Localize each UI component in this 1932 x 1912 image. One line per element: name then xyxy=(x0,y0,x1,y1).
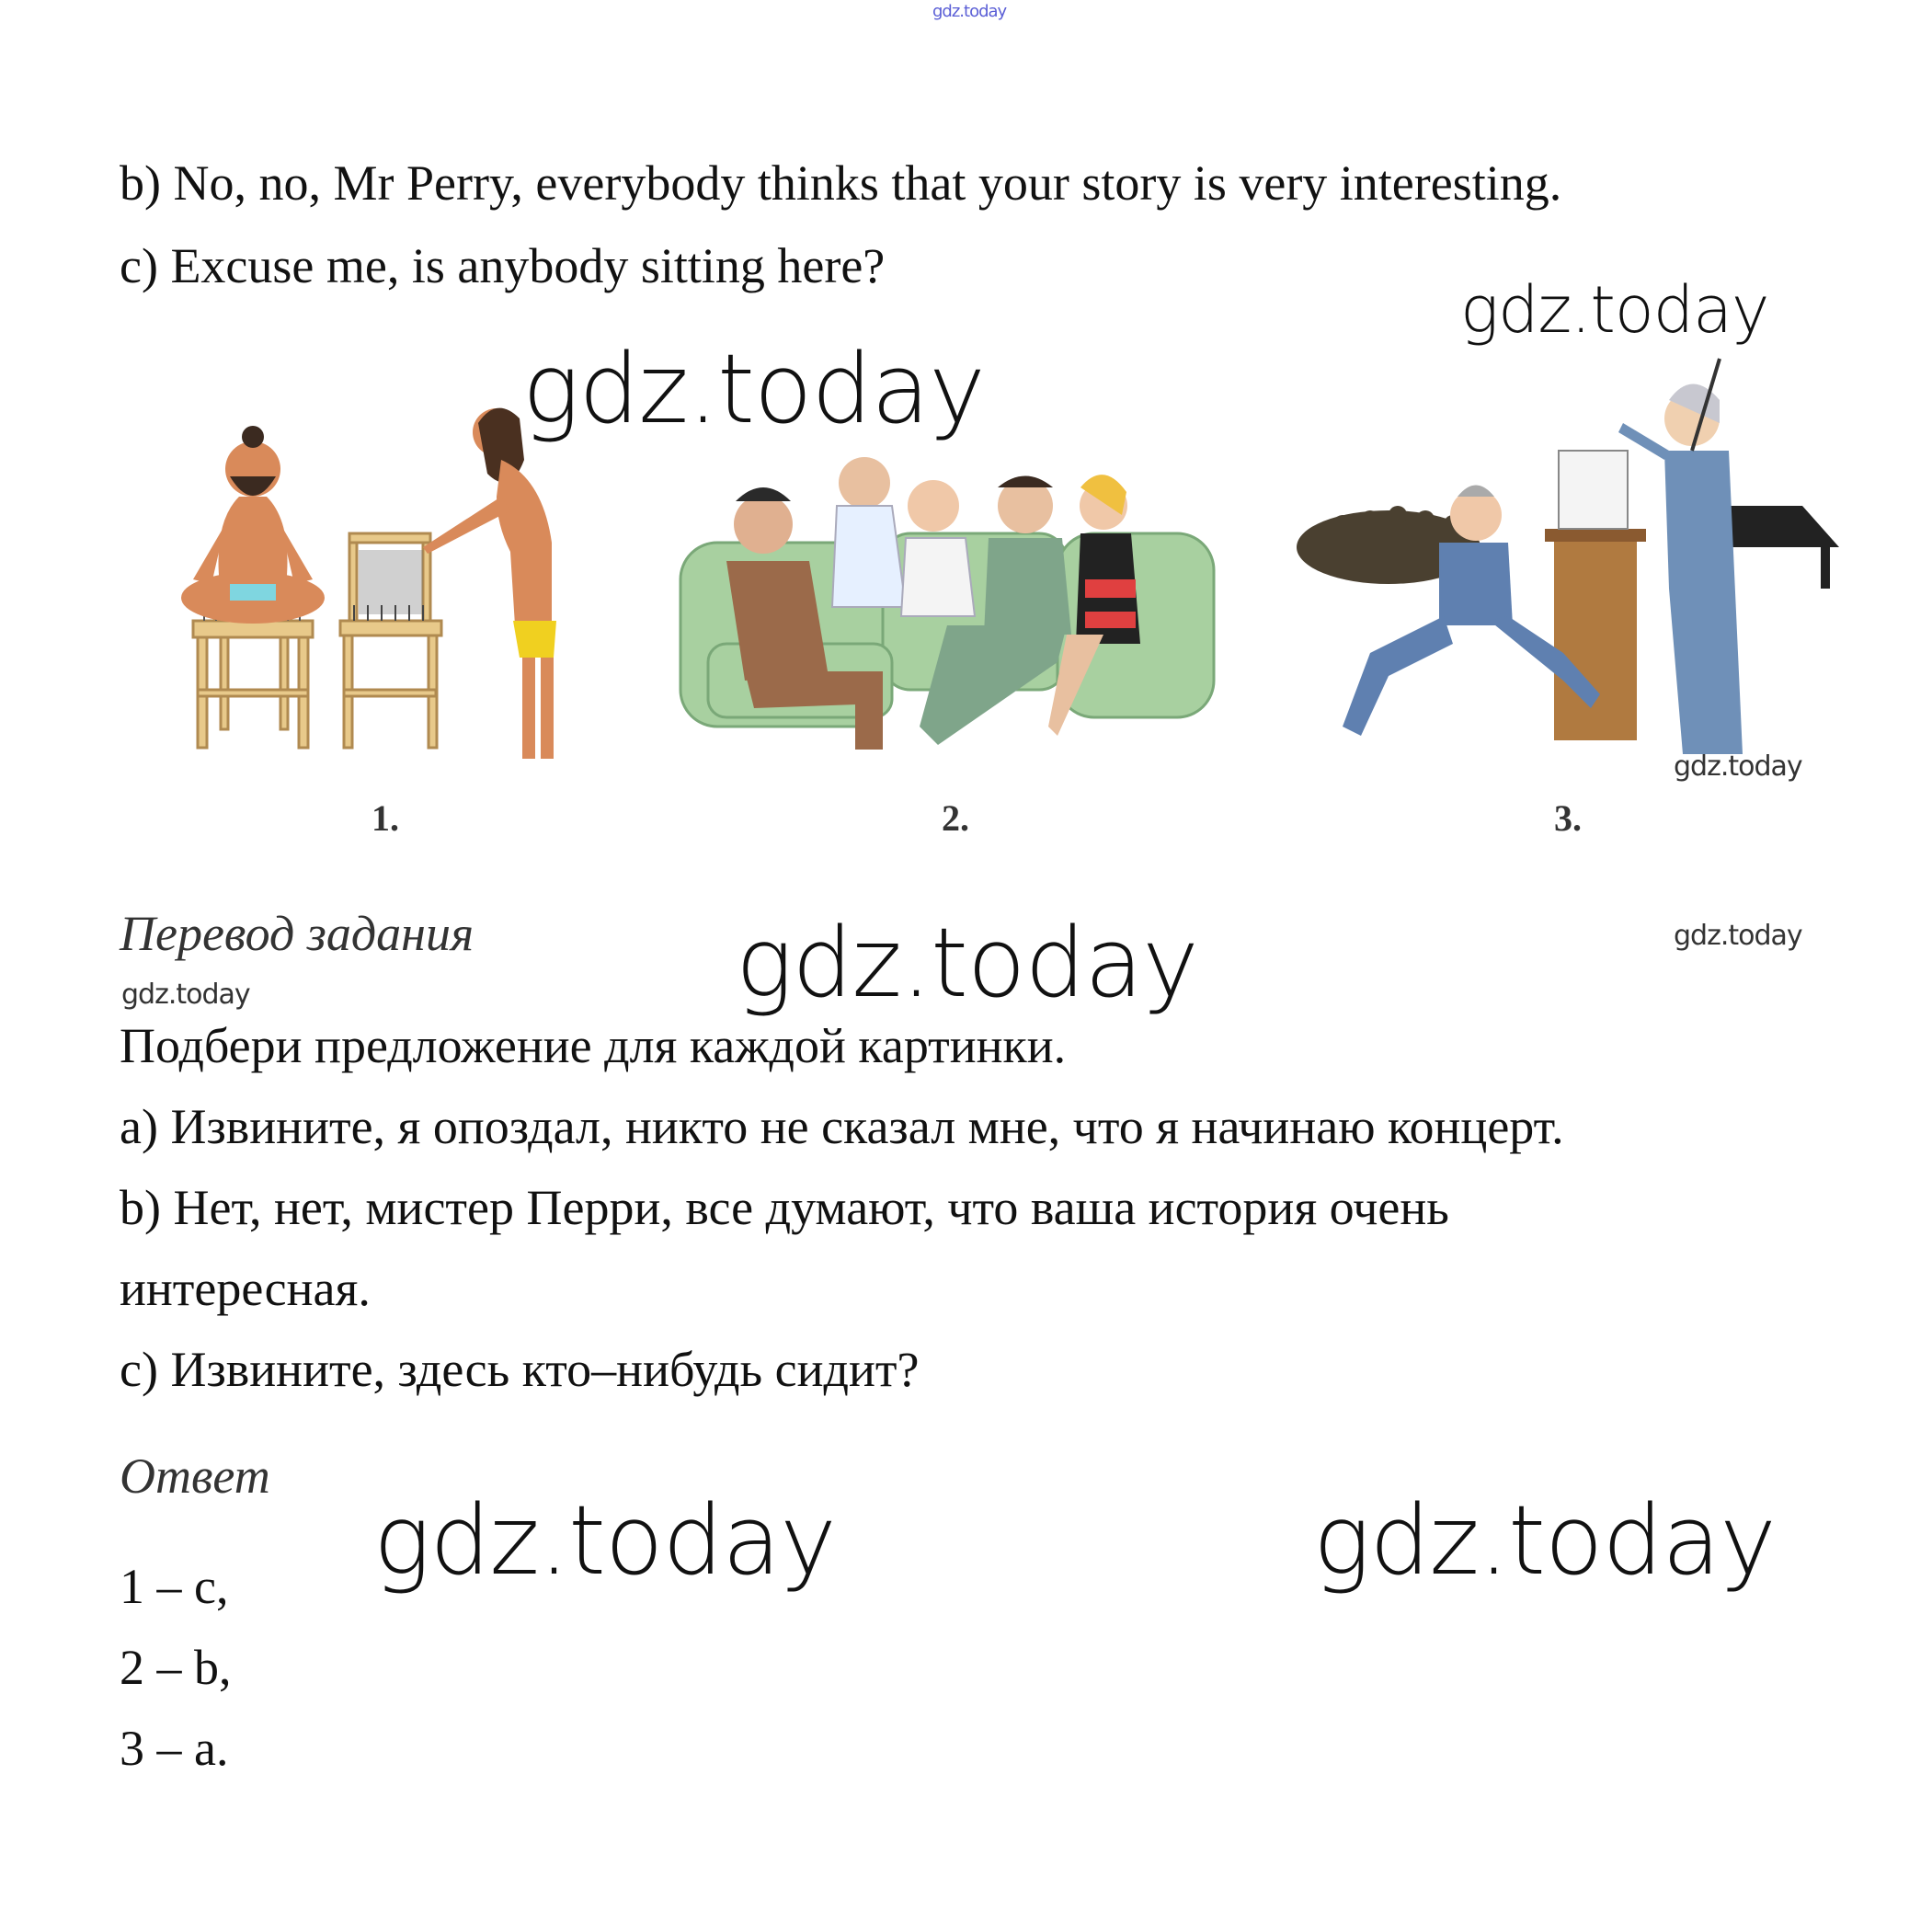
translation-task: Подбери предложение для каждой картинки. xyxy=(120,1018,1067,1073)
illustration-yogis xyxy=(147,395,625,763)
illustration-sofa-group xyxy=(671,451,1223,763)
answer-heading: Ответ xyxy=(120,1448,270,1504)
illustration-conductor xyxy=(1287,349,1867,773)
yogi-sitting xyxy=(181,426,325,624)
watermark: gdz.today xyxy=(373,1484,836,1597)
figure-number-3: 3. xyxy=(1554,797,1582,839)
translation-line-c: c) Извините, здесь кто–нибудь сидит? xyxy=(120,1342,920,1397)
watermark: gdz.today xyxy=(1313,1484,1776,1597)
watermark: gdz.today xyxy=(1674,750,1802,783)
watermark: gdz.today xyxy=(736,907,1198,1019)
yogi-standing xyxy=(423,408,556,759)
answer-item-1: 1 – c, xyxy=(120,1559,229,1614)
watermark: gdz.today xyxy=(121,979,250,1011)
answer-item-2: 2 – b, xyxy=(120,1640,232,1695)
figure-number-1: 1. xyxy=(372,797,399,839)
chair-left xyxy=(193,621,313,748)
answer-item-3: 3 – a. xyxy=(120,1721,229,1776)
watermark: gdz.today xyxy=(1460,272,1769,348)
watermark: gdz.today xyxy=(522,333,985,445)
man-balding xyxy=(901,480,975,616)
watermark: gdz.today xyxy=(1674,920,1802,952)
translation-heading: Перевод задания xyxy=(120,906,474,961)
woman-white xyxy=(832,457,906,607)
conductor-figure xyxy=(1618,359,1743,754)
translation-line-b-continued: интересная. xyxy=(120,1261,371,1316)
sentence-c: c) Excuse me, is anybody sitting here? xyxy=(120,238,886,293)
translation-line-a: a) Извините, я опоздал, никто не сказал мне, что я начинаю концерт. xyxy=(120,1099,1564,1154)
watermark-top: gdz.today xyxy=(932,2,1007,21)
sentence-b: b) No, no, Mr Perry, everybody thinks that your story is very interesting. xyxy=(120,155,1562,211)
translation-line-b: b) Нет, нет, мистер Перри, все думают, что ваша история очень xyxy=(120,1180,1449,1235)
figure-number-2: 2. xyxy=(942,797,969,839)
